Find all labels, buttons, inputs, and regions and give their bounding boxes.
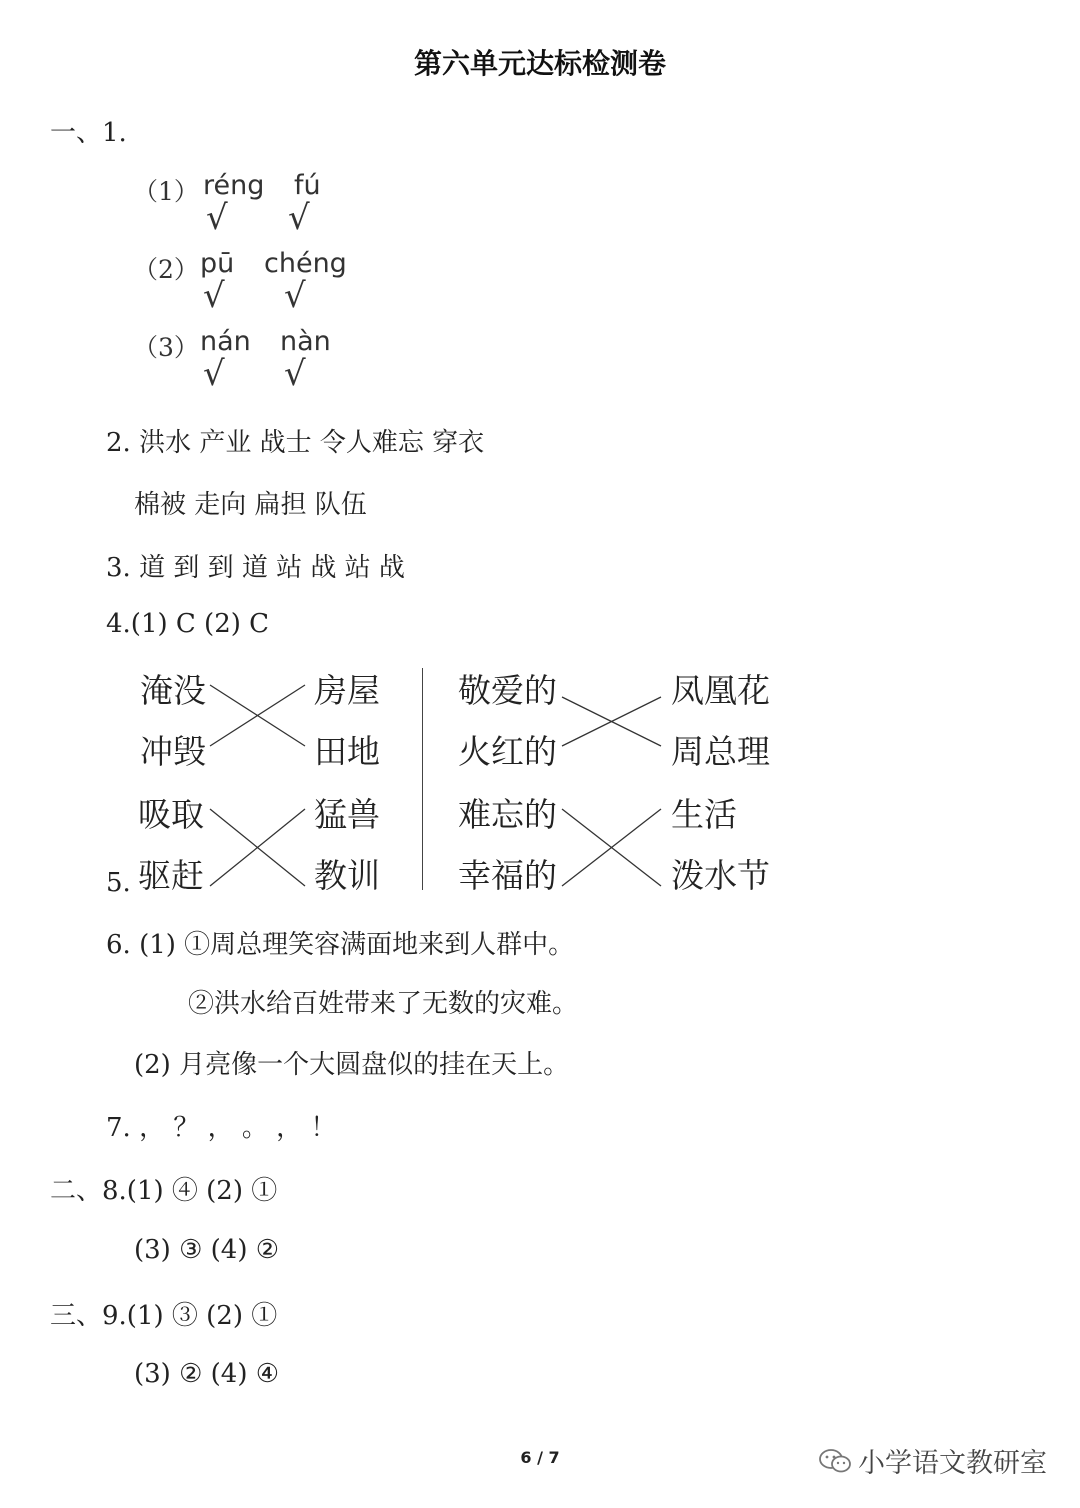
match-word: 火红的 (458, 732, 557, 771)
section-1-heading: 一、1. (50, 118, 127, 148)
page-number: 6 / 7 (520, 1448, 560, 1467)
section-3-line-1: 三、9.(1) ③ (2) ① (50, 1301, 278, 1331)
match-word: 难忘的 (458, 795, 557, 834)
question-6-1b: ②洪水给百姓带来了无数的灾难。 (188, 989, 579, 1019)
question-5-number: 5. (106, 868, 131, 898)
question-4-answer: 4.(1) C (2) C (106, 609, 270, 639)
match-word: 幸福的 (458, 856, 557, 895)
section-3-line-2: (3) ② (4) ④ (134, 1359, 280, 1389)
match-word: 猛兽 (314, 795, 380, 834)
item-1-pinyin-1: réng (203, 170, 265, 201)
question-7-answer: 7. ， ？ ， 。 ， ！ (106, 1113, 337, 1143)
section-2-line-2: (3) ③ (4) ② (134, 1235, 280, 1265)
match-word: 冲毁 (140, 732, 206, 771)
wechat-icon (818, 1447, 852, 1475)
check-mark: √ (206, 198, 228, 238)
check-mark: √ (284, 354, 306, 394)
match-word: 田地 (314, 732, 380, 771)
question-6-1a: 6. (1) ①周总理笑容满面地来到人群中。 (106, 930, 575, 960)
item-3-pinyin-2: nàn (280, 326, 331, 357)
check-mark: √ (203, 354, 225, 394)
item-2-pinyin-2: chéng (264, 248, 347, 279)
question-2-line-1: 2. 洪水 产业 战士 令人难忘 穿衣 (106, 428, 485, 458)
check-mark: √ (288, 198, 310, 238)
question-3-answer: 3. 道 到 到 道 站 战 站 战 (106, 553, 405, 583)
match-word: 泼水节 (671, 856, 770, 895)
match-word: 吸取 (138, 795, 204, 834)
question-6-2: (2) 月亮像一个大圆盘似的挂在天上。 (134, 1050, 570, 1080)
match-word: 房屋 (314, 671, 380, 710)
match-word: 驱赶 (138, 856, 204, 895)
watermark-text: 小学语文教研室 (858, 1448, 1047, 1479)
item-1-number: （1） (133, 177, 199, 206)
match-word: 生活 (671, 795, 737, 834)
match-word: 凤凰花 (671, 671, 770, 710)
question-2-line-2: 棉被 走向 扁担 队伍 (134, 490, 367, 520)
item-2-pinyin-1: pū (200, 248, 235, 279)
item-2-number: （2） (133, 255, 199, 284)
page-title: 第六单元达标检测卷 (413, 47, 666, 80)
match-word: 周总理 (671, 732, 770, 771)
watermark (818, 1441, 1047, 1480)
check-mark: √ (203, 276, 225, 316)
match-word: 教训 (314, 856, 380, 895)
item-1-pinyin-2: fú (294, 170, 321, 201)
match-word: 敬爱的 (458, 671, 557, 710)
item-3-number: （3） (133, 333, 199, 362)
check-mark: √ (284, 276, 306, 316)
item-3-pinyin-1: nán (200, 326, 251, 357)
section-2-line-1: 二、8.(1) ④ (2) ① (50, 1176, 278, 1206)
match-word: 淹没 (140, 671, 206, 710)
